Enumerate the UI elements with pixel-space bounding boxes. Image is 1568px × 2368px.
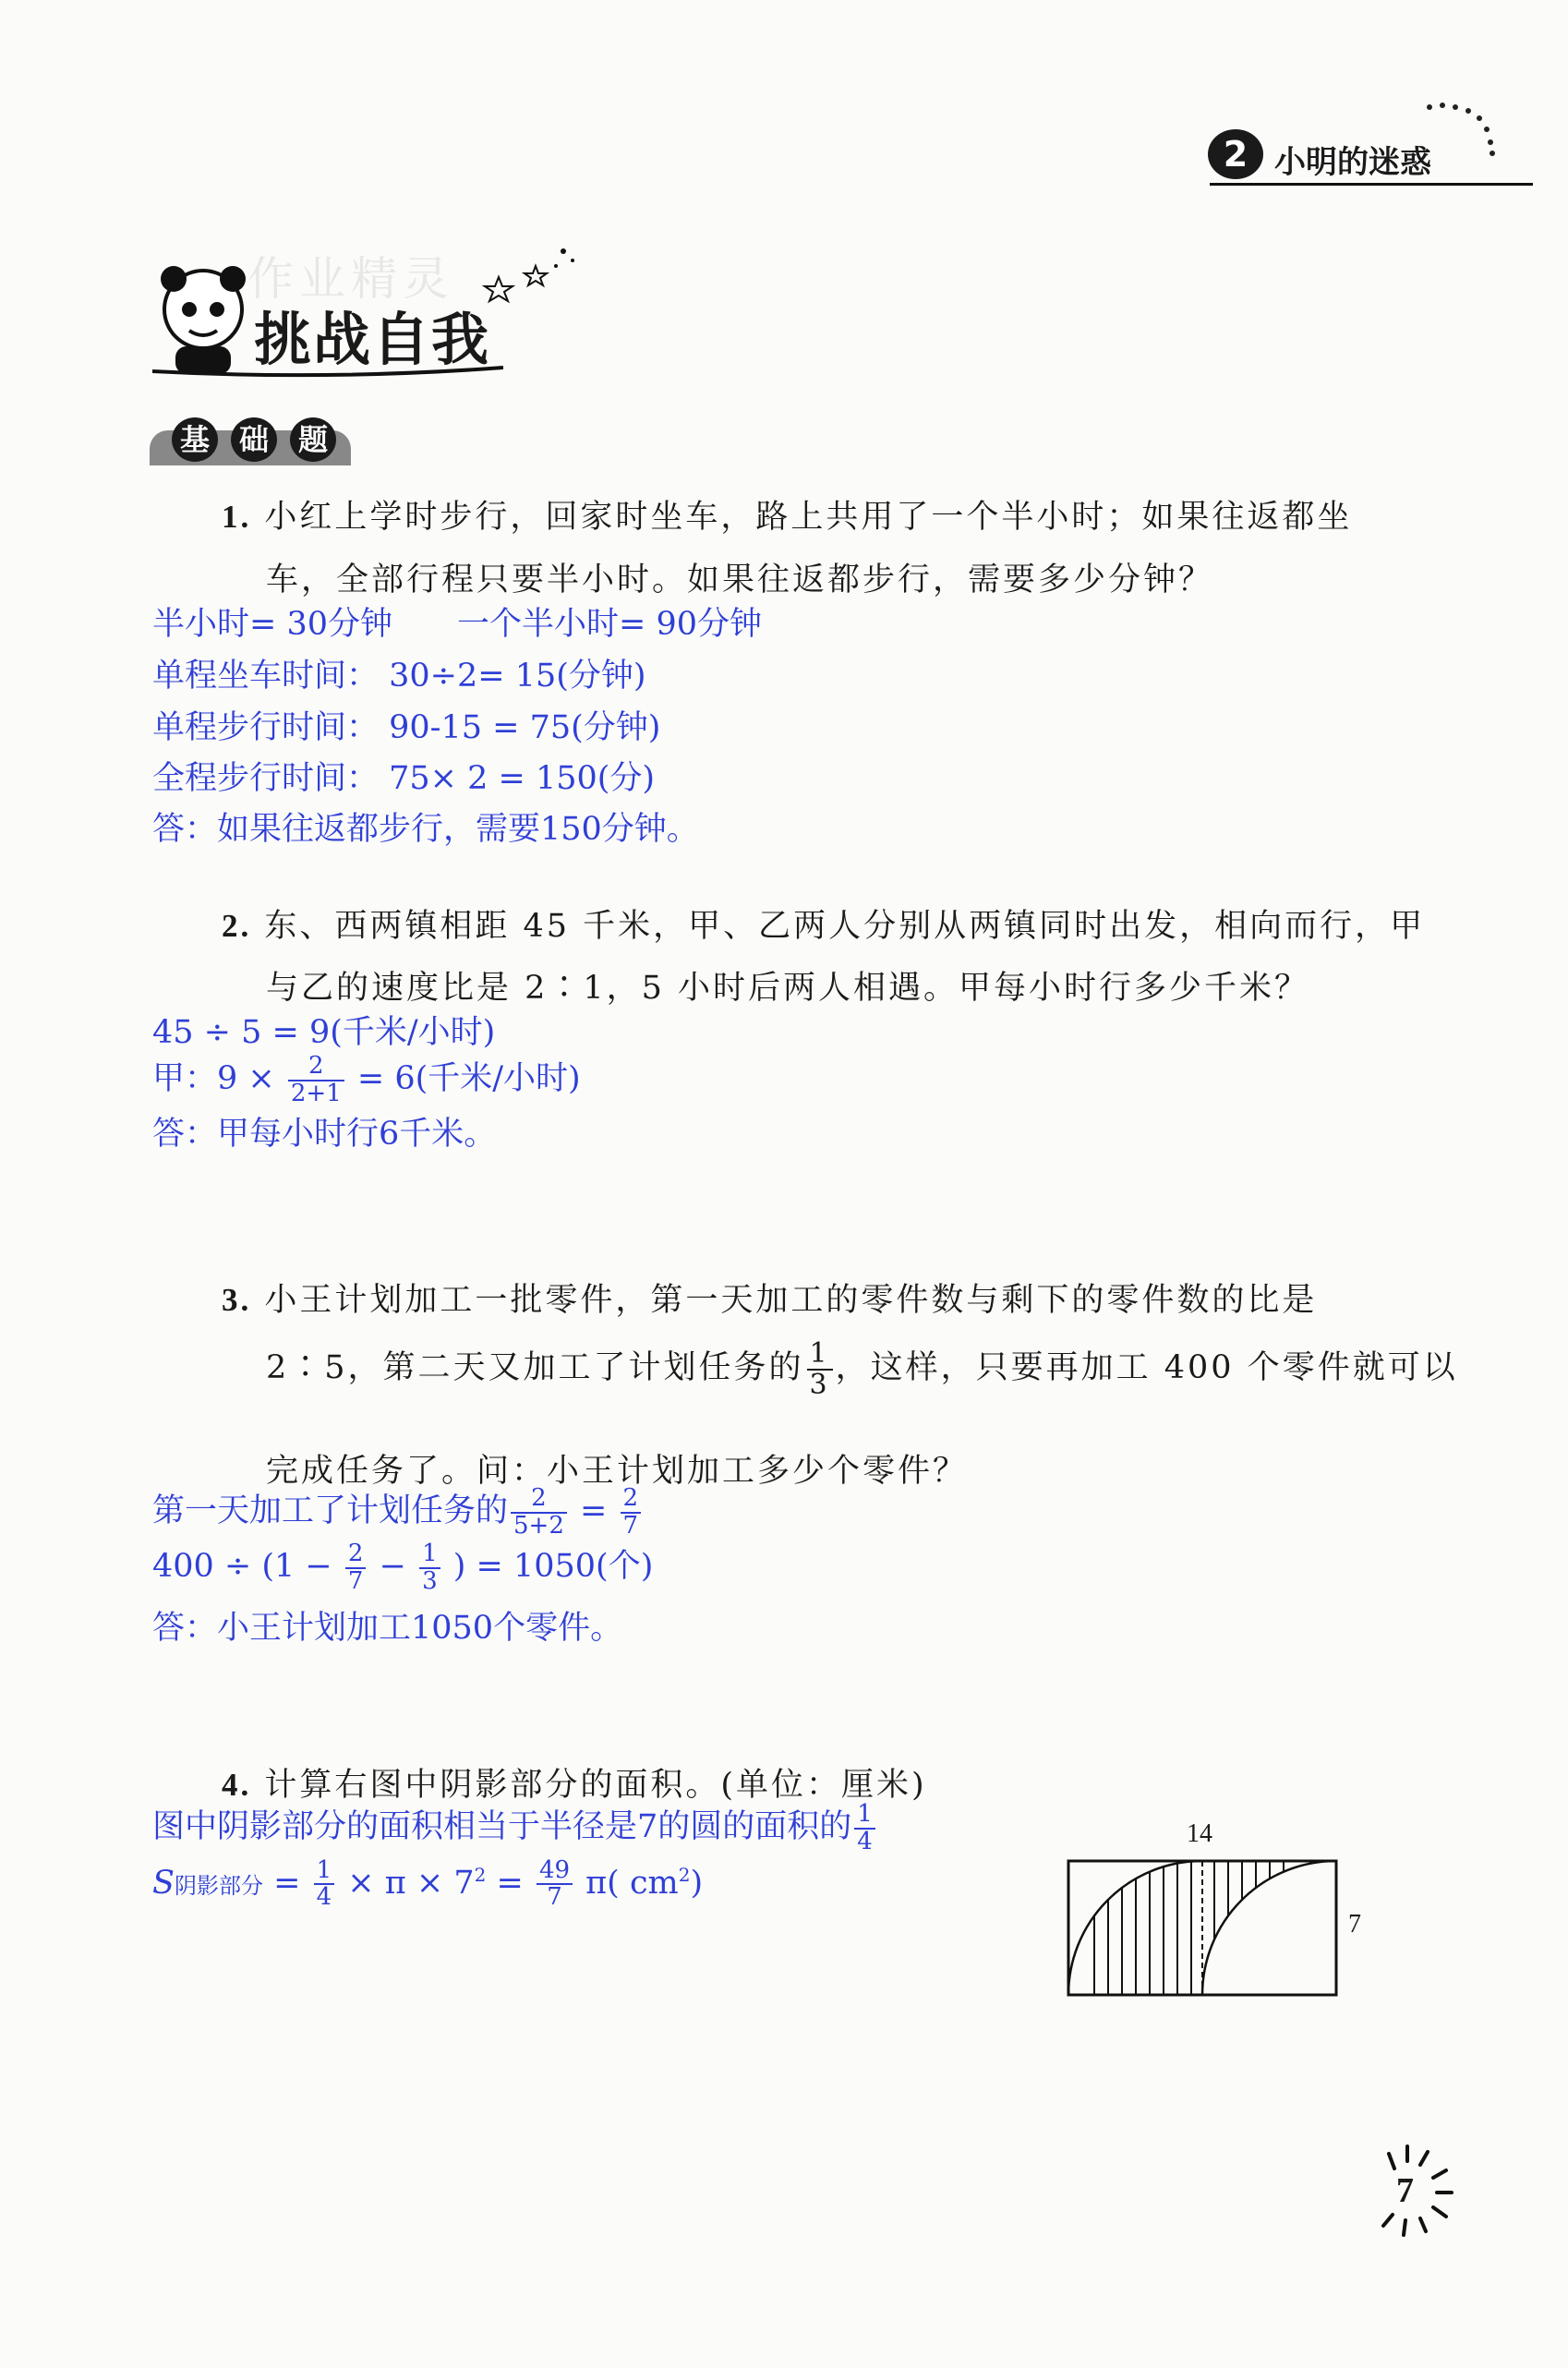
shaded-area-figure bbox=[1067, 1856, 1338, 1997]
figure-height-label: 7 bbox=[1348, 1910, 1361, 1939]
problem-1-text: 1. 小红上学时步行，回家时坐车，路上共用了一个半小时；如果往返都坐 bbox=[222, 499, 1353, 536]
problem-1-text-line2: 车，全部行程只要半小时。如果往返都步行，需要多少分钟？ bbox=[266, 562, 1214, 598]
problem-2-text: 2. 东、西两镇相距 45 千米，甲、乙两人分别从两镇同时出发，相向而行，甲 bbox=[222, 908, 1426, 945]
dots-decoration-icon bbox=[1422, 100, 1505, 164]
header-rule bbox=[1210, 183, 1533, 186]
figure-width-label: 14 bbox=[1187, 1819, 1212, 1848]
answer-1-line: 全程步行时间： 75× 2 = 150(分) bbox=[152, 760, 656, 797]
answer-1-line: 单程坐车时间： 30÷2= 15(分钟) bbox=[152, 658, 646, 695]
answer-1-line: 单程步行时间： 90-15 = 75(分钟) bbox=[152, 709, 661, 746]
problem-4-text: 4. 计算右图中阴影部分的面积。(单位：厘米) bbox=[222, 1767, 927, 1804]
problem-3-text-line2: 2∶5，第二天又加工了计划任务的 $\frac{1}{3}$ ，这样，只要再加工 400 个零件就可以 bbox=[266, 1337, 1458, 1401]
page-number-decoration-icon bbox=[1376, 2141, 1459, 2242]
answer-4-line: 图中阴影部分的面积相当于半径是7的圆的面积的 $\frac{1}{4}$ bbox=[152, 1801, 878, 1855]
banner-title: 挑战自我 bbox=[254, 306, 491, 373]
banner-underline bbox=[152, 362, 503, 381]
answer-3-line: 第一天加工了计划任务的 $\frac{2}{5+2}$ = $\frac{2}{7}$ bbox=[152, 1485, 644, 1539]
watermark: 作业精灵 bbox=[247, 252, 454, 306]
answer-3-conclusion: 答：小王计划加工1050个零件。 bbox=[152, 1610, 623, 1647]
page-number: 7 bbox=[1396, 2171, 1414, 2210]
section-label: 基 础 题 bbox=[150, 414, 351, 465]
answer-2-conclusion: 答：甲每小时行6千米。 bbox=[152, 1116, 497, 1153]
answer-2-line: 45 ÷ 5 = 9(千米/小时) bbox=[152, 1014, 496, 1051]
problem-2-text-line2: 与乙的速度比是 2∶1，5 小时后两人相遇。甲每小时行多少千米？ bbox=[266, 970, 1310, 1007]
answer-1-conclusion: 答：如果往返都步行，需要150分钟。 bbox=[152, 811, 699, 848]
chapter-title: 小明的迷惑 bbox=[1274, 144, 1431, 181]
answer-1-line: 半小时= 30分钟 一个半小时= 90分钟 bbox=[152, 606, 762, 643]
problem-3-text: 3. 小王计划加工一批零件，第一天加工的零件数与剩下的零件数的比是 bbox=[222, 1282, 1318, 1319]
answer-4-formula: S阴影部分 = $\frac{1}{4}$ × $\pi \times 7^2$ = $\frac{49}{7}$ π( $cm^2$) bbox=[152, 1856, 704, 1912]
chapter-badge: 2 bbox=[1208, 129, 1263, 179]
stars-decoration-icon bbox=[480, 240, 582, 314]
problem-3-text-line3: 完成任务了。问：小王计划加工多少个零件？ bbox=[266, 1453, 969, 1490]
answer-3-formula: 400 ÷ (1 − $\frac{2}{7}$ − $\frac{1}{3}$ ) = 1050(个) bbox=[152, 1540, 654, 1595]
answer-2-formula: 甲：9 × $\frac{2}{2+1}$ = 6(千米/小时) bbox=[152, 1052, 581, 1107]
mascot-icon bbox=[148, 259, 259, 379]
